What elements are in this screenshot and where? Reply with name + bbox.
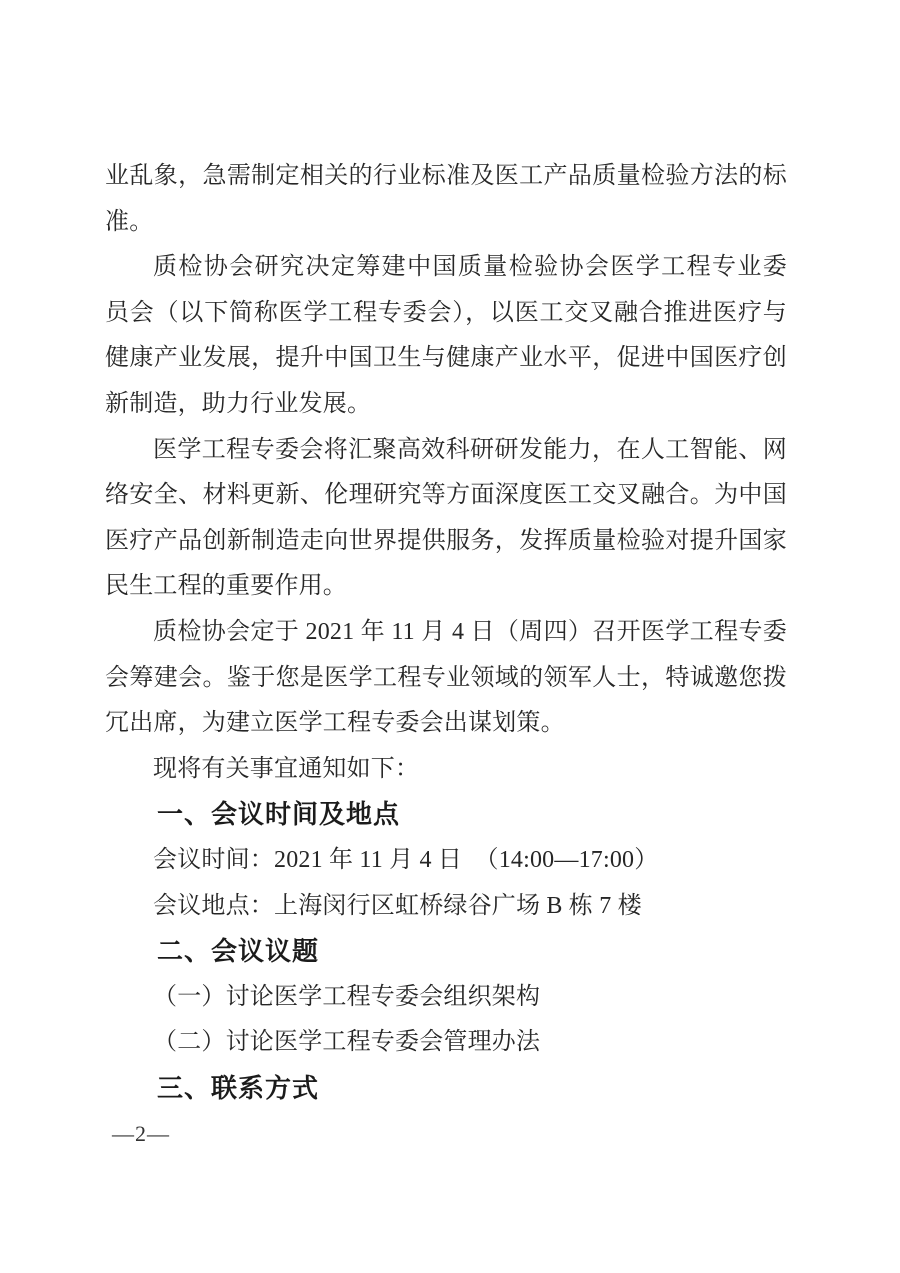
text-line: 健康产业发展，提升中国卫生与健康产业水平，促进中国医疗创 [105, 345, 787, 372]
text-line: 医学工程专委会将汇聚高效科研研发能力，在人工智能、网 [153, 436, 787, 463]
text-line: 准。 [105, 208, 154, 235]
text-line: 新制造，助力行业发展。 [105, 390, 372, 417]
page-number: —2— [112, 1121, 170, 1146]
text-line: 质检协会研究决定筹建中国质量检验协会医学工程专业委 [153, 254, 787, 281]
agenda-item-line: （二）讨论医学工程专委会管理办法 [153, 1029, 541, 1056]
meeting-time-line: 会议时间：2021 年 11 月 4 日 （14:00—17:00） [153, 846, 659, 873]
text-line: 会筹建会。鉴于您是医学工程专业领域的领军人士，特诚邀您拨 [105, 664, 787, 691]
text-line: 冗出席，为建立医学工程专委会出谋划策。 [105, 710, 565, 737]
text-line: 质检协会定于 2021 年 11 月 4 日（周四）召开医学工程专委 [153, 618, 787, 645]
text-line: 员会（以下简称医学工程专委会），以医工交叉融合推进医疗与 [105, 299, 787, 326]
section-heading-1: 一、会议时间及地点 [157, 799, 401, 830]
text-line: 现将有关事宜通知如下： [153, 755, 420, 782]
text-line: 络安全、材料更新、伦理研究等方面深度医工交叉融合。为中国 [105, 482, 787, 509]
meeting-place-line: 会议地点：上海闵行区虹桥绿谷广场 B 栋 7 楼 [153, 892, 642, 919]
text-line: 民生工程的重要作用。 [105, 573, 347, 600]
document-body [105, 154, 787, 1111]
section-heading-3: 三、联系方式 [157, 1072, 320, 1103]
agenda-item-line: （一）讨论医学工程专委会组织架构 [153, 983, 541, 1010]
text-line: 业乱象，急需制定相关的行业标准及医工产品质量检验方法的标 [105, 163, 787, 189]
section-heading-2: 二、会议议题 [157, 936, 320, 967]
text-line: 医疗产品创新制造走向世界提供服务，发挥质量检验对提升国家 [105, 527, 787, 554]
